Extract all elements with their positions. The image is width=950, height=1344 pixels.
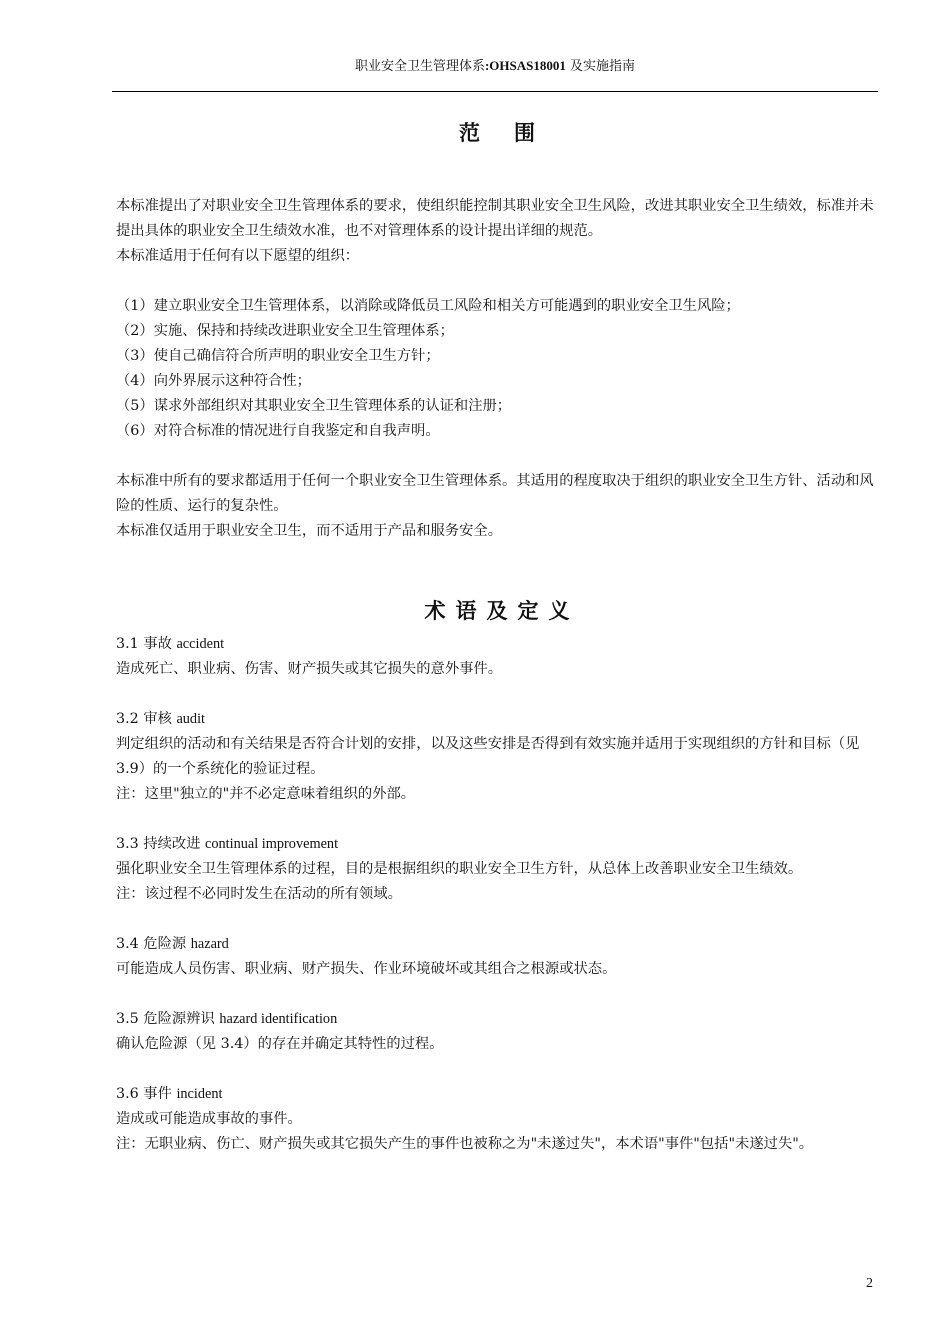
term-heading [116, 932, 878, 957]
header-title-cn: 职业安全卫生管理体系 [354, 59, 485, 74]
term-number: 3.4 [116, 936, 139, 952]
term-cn: 事故 [143, 636, 172, 652]
term-number: 3.3 [116, 836, 139, 852]
term-heading [116, 632, 878, 657]
term-heading [116, 1007, 878, 1032]
term-heading [116, 707, 878, 732]
spacer [116, 807, 878, 832]
term-heading [116, 1082, 878, 1107]
terms-title: 术语及定义 [424, 598, 580, 623]
page-content [116, 116, 878, 1157]
scope-paragraph: 本标准提出了对职业安全卫生管理体系的要求，使组织能控制其职业安全卫生风险，改进其职业安全卫生绩效，标准并未提出具体的职业安全卫生绩效水准，也不对管理体系的设计提出详细的规范。 [116, 198, 874, 239]
term-cn: 事件 [143, 1086, 172, 1102]
header-standard-code: :OHSAS18001 [484, 58, 566, 73]
spacer [116, 907, 878, 932]
page-number: 2 [866, 1276, 873, 1291]
term-cn: 审核 [143, 711, 172, 727]
spacer [116, 269, 878, 294]
running-header [0, 56, 950, 77]
term-definition: 造成死亡、职业病、伤害、财产损失或其它损失的意外事件。 [116, 661, 503, 677]
term-cn: 持续改进 [143, 836, 201, 852]
term-note: 注：这里"独立的"并不必定意味着组织的外部。 [116, 786, 416, 802]
scope-paragraph: 本标准适用于任何有以下愿望的组织： [116, 248, 360, 264]
spacer [116, 1057, 878, 1082]
term-en: continual improvement [205, 836, 339, 852]
scope-list-item: （4）向外界展示这种符合性； [116, 373, 311, 389]
spacer [116, 982, 878, 1007]
scope-list-item: （2）实施、保持和持续改进职业安全卫生管理体系； [116, 323, 454, 339]
term-number: 3.5 [116, 1011, 139, 1027]
term-note: 注：无职业病、伤亡、财产损失或其它损失产生的事件也被称之为"未遂过失"，本术语"事件"包括"未遂过失"。 [116, 1136, 814, 1152]
term-en: accident [176, 636, 225, 652]
term-cn: 危险源辨识 [143, 1011, 215, 1027]
header-rule [112, 91, 878, 92]
spacer [116, 682, 878, 707]
term-definition: 可能造成人员伤害、职业病、财产损失、作业环境破坏或其组合之根源或状态。 [116, 961, 617, 977]
scope-list-item: （1）建立职业安全卫生管理体系，以消除或降低员工风险和相关方可能遇到的职业安全卫生风险； [116, 298, 740, 314]
term-number: 3.2 [116, 711, 139, 727]
scope-list-item: （6）对符合标准的情况进行自我鉴定和自我声明。 [116, 423, 440, 439]
scope-list-item: （3）使自己确信符合所声明的职业安全卫生方针； [116, 348, 440, 364]
scope-title: 范围 [459, 120, 569, 145]
header-title-suffix: 及实施指南 [570, 59, 636, 74]
scope-closing-paragraph: 本标准中所有的要求都适用于任何一个职业安全卫生管理体系。其适用的程度取决于组织的职业安全卫生方针、活动和风险的性质、运行的复杂性。 [116, 473, 874, 514]
term-note: 注：该过程不必同时发生在活动的所有领域。 [116, 886, 402, 902]
term-definition: 造成或可能造成事故的事件。 [116, 1111, 302, 1127]
term-heading [116, 832, 878, 857]
term-definition: 确认危险源（见 3.4）的存在并确定其特性的过程。 [116, 1036, 444, 1052]
term-number: 3.6 [116, 1086, 139, 1102]
term-definition: 判定组织的活动和有关结果是否符合计划的安排，以及这些安排是否得到有效实施并适用于实现组织的方针和目标（见 3.9）的一个系统化的验证过程。 [116, 736, 860, 777]
term-en: incident [176, 1086, 223, 1102]
scope-list-item: （5）谋求外部组织对其职业安全卫生管理体系的认证和注册； [116, 398, 512, 414]
scope-closing-paragraph: 本标准仅适用于职业安全卫生，而不适用于产品和服务安全。 [116, 523, 503, 539]
term-en: hazard [190, 936, 229, 952]
term-en: hazard identification [219, 1011, 338, 1027]
term-en: audit [176, 711, 206, 727]
term-number: 3.1 [116, 636, 139, 652]
term-definition: 强化职业安全卫生管理体系的过程，目的是根据组织的职业安全卫生方针，从总体上改善职业安全卫生绩效。 [116, 861, 803, 877]
term-cn: 危险源 [143, 936, 187, 952]
spacer [116, 444, 878, 469]
